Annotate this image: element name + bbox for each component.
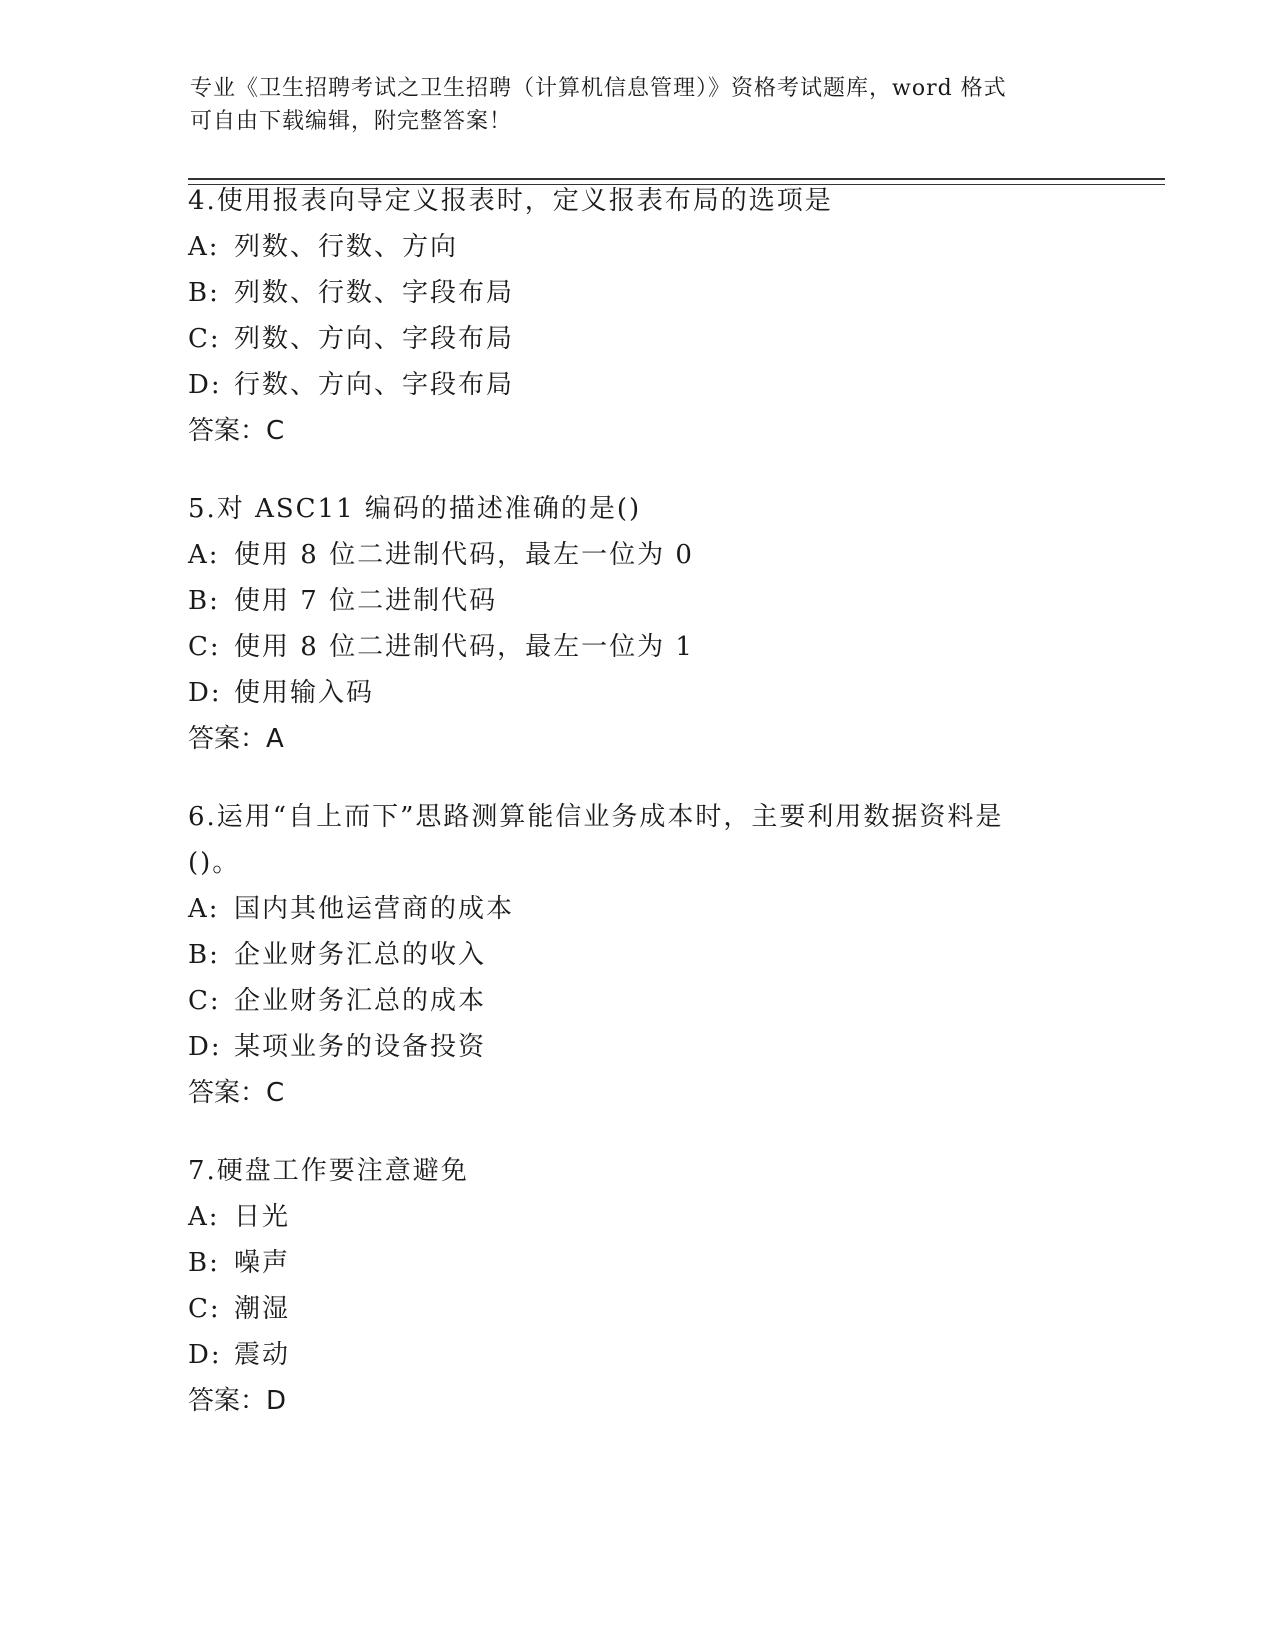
option-a [188, 224, 1088, 270]
option-label: C: [188, 324, 221, 354]
option-label: D: [188, 370, 222, 400]
answer: 答案：C [188, 416, 285, 446]
option-text: 使用 8 位二进制代码，最左一位为 0 [234, 540, 694, 570]
question-7 [188, 1148, 1088, 1424]
option-label: B: [188, 586, 220, 616]
option-text: 列数、行数、字段布局 [234, 278, 515, 308]
option-label: C: [188, 632, 221, 662]
option-text: 噪声 [234, 1248, 291, 1278]
option-label: B: [188, 278, 220, 308]
question-4 [188, 178, 1088, 454]
question-stem: 5.对 ASC11 编码的描述准确的是() [188, 494, 642, 524]
option-text: 潮湿 [234, 1294, 291, 1324]
option-label: C: [188, 1294, 221, 1324]
option-c [188, 978, 1088, 1024]
option-label: A: [188, 540, 220, 570]
option-text: 某项业务的设备投资 [234, 1032, 487, 1062]
option-b [188, 270, 1088, 316]
option-text: 国内其他运营商的成本 [234, 894, 515, 924]
option-text: 使用 7 位二进制代码 [234, 586, 498, 616]
header-line-2: 可自由下载编辑，附完整答案！ [190, 109, 513, 134]
option-label: A: [188, 1202, 220, 1232]
option-text: 列数、行数、方向 [234, 232, 459, 262]
question-stem: 7.硬盘工作要注意避免 [188, 1156, 469, 1186]
option-d [188, 670, 1088, 716]
option-label: A: [188, 894, 220, 924]
question-stem: 6.运用“自上而下”思路测算能信业务成本时，主要利用数据资料是 [188, 802, 1004, 832]
document-header [190, 72, 1090, 138]
question-stem: 4.使用报表向导定义报表时，定义报表布局的选项是 [188, 186, 833, 216]
option-label: D: [188, 1340, 222, 1370]
option-text: 使用输入码 [234, 678, 375, 708]
option-a [188, 532, 1088, 578]
option-b [188, 1240, 1088, 1286]
option-text: 列数、方向、字段布局 [234, 324, 515, 354]
question-6 [188, 794, 1088, 1116]
option-label: C: [188, 986, 221, 1016]
option-label: A: [188, 232, 220, 262]
option-text: 企业财务汇总的成本 [234, 986, 487, 1016]
option-text: 使用 8 位二进制代码，最左一位为 1 [234, 632, 694, 662]
question-5 [188, 486, 1088, 762]
header-line-1: 专业《卫生招聘考试之卫生招聘（计算机信息管理）》资格考试题库，word 格式 [190, 76, 1007, 101]
option-label: B: [188, 940, 220, 970]
option-a [188, 1194, 1088, 1240]
option-a [188, 886, 1088, 932]
option-text: 日光 [234, 1202, 291, 1232]
question-stem-continued: ()。 [188, 848, 241, 878]
answer: 答案：C [188, 1078, 285, 1108]
option-b [188, 932, 1088, 978]
option-d [188, 1024, 1088, 1070]
option-label: D: [188, 678, 222, 708]
option-c [188, 316, 1088, 362]
option-c [188, 624, 1088, 670]
option-text: 企业财务汇总的收入 [234, 940, 487, 970]
option-c [188, 1286, 1088, 1332]
option-b [188, 578, 1088, 624]
answer: 答案：A [188, 724, 284, 754]
option-text: 震动 [234, 1340, 291, 1370]
option-label: B: [188, 1248, 220, 1278]
option-d [188, 362, 1088, 408]
option-text: 行数、方向、字段布局 [234, 370, 515, 400]
option-label: D: [188, 1032, 222, 1062]
answer: 答案：D [188, 1386, 287, 1416]
option-d [188, 1332, 1088, 1378]
